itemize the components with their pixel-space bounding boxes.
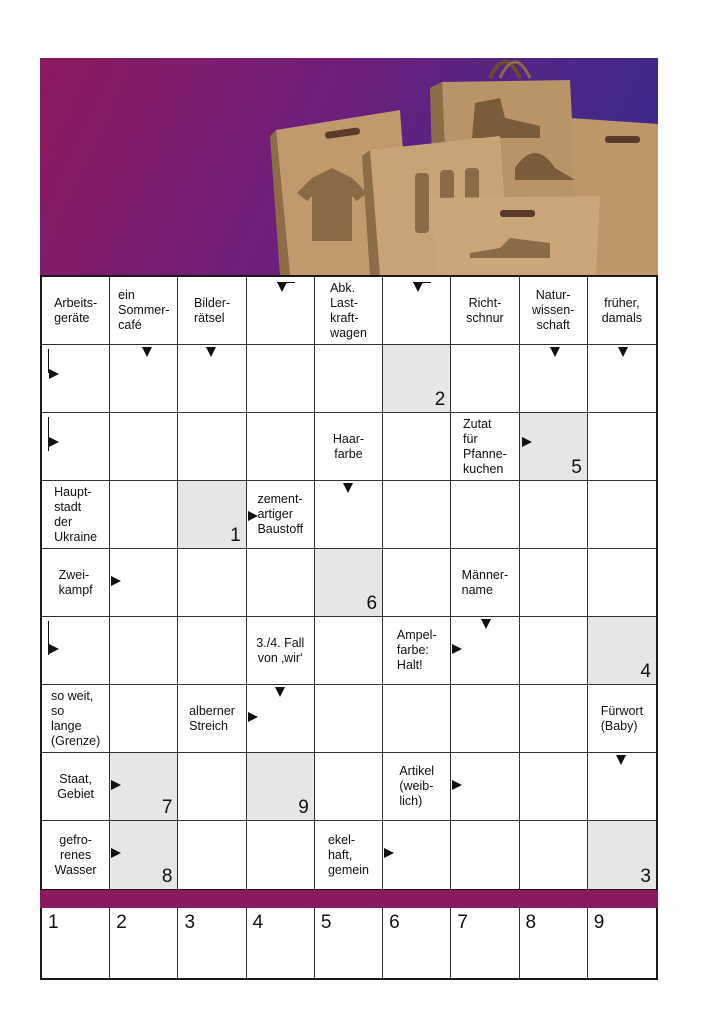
clue-text: so weit, so lange (Grenze) xyxy=(50,688,101,748)
clue-text: alberner Streich xyxy=(189,703,235,733)
solution-cell-number: 2 xyxy=(116,912,127,933)
arrow-right-icon xyxy=(384,848,394,858)
clue-text: Abk. Last- kraft- wagen xyxy=(330,280,367,340)
answer-cell[interactable] xyxy=(451,821,519,889)
solution-index: 6 xyxy=(366,593,378,614)
solution-cell-number: 4 xyxy=(252,912,264,933)
answer-cell[interactable] xyxy=(178,617,246,685)
clue-text: früher, damals xyxy=(601,295,643,325)
answer-cell[interactable] xyxy=(178,549,246,617)
solution-index: 4 xyxy=(640,661,651,682)
clue-text: zement- artiger Baustoff xyxy=(257,492,304,536)
arrow-down-icon xyxy=(206,347,216,357)
answer-cell[interactable] xyxy=(520,685,588,753)
answer-cell[interactable] xyxy=(383,549,451,617)
clue-cell xyxy=(42,753,110,821)
solution-cell-number: 6 xyxy=(389,912,400,933)
solution-row xyxy=(40,908,658,980)
clue-cell xyxy=(42,821,110,889)
arrow-right-icon xyxy=(49,369,59,379)
answer-cell[interactable] xyxy=(315,753,383,821)
solution-divider xyxy=(40,890,658,908)
clue-cell xyxy=(588,277,656,345)
arrow-down-icon xyxy=(275,687,285,697)
answer-cell[interactable] xyxy=(451,685,519,753)
solution-letter-cell[interactable] xyxy=(247,753,315,821)
solution-letter-cell[interactable] xyxy=(315,549,383,617)
answer-cell[interactable] xyxy=(520,753,588,821)
arrow-right-icon xyxy=(49,644,59,654)
arrow-down-icon xyxy=(343,483,353,493)
shopping-bags-illustration xyxy=(40,58,658,276)
answer-cell[interactable] xyxy=(110,413,178,481)
clue-text: Ampel- farbe: Halt! xyxy=(396,628,437,672)
arrow-right-icon xyxy=(452,644,462,654)
solution-cell-number: 8 xyxy=(525,912,537,933)
solution-index: 3 xyxy=(640,866,651,887)
answer-cell[interactable] xyxy=(383,413,451,481)
solution-index: 2 xyxy=(434,389,446,410)
solution-cell[interactable] xyxy=(315,908,383,978)
clue-cell xyxy=(383,617,451,685)
clue-cell xyxy=(520,277,588,345)
solution-letter-cell[interactable] xyxy=(520,413,588,481)
answer-cell[interactable] xyxy=(315,345,383,413)
solution-index: 5 xyxy=(571,457,582,478)
solution-letter-cell[interactable] xyxy=(588,821,656,889)
answer-cell[interactable] xyxy=(178,821,246,889)
clue-text: Richt- schnur xyxy=(466,295,504,325)
solution-index: 8 xyxy=(161,866,173,887)
arrow-right-icon xyxy=(452,780,462,790)
clue-text: Fürwort (Baby) xyxy=(600,703,644,733)
answer-cell[interactable] xyxy=(383,685,451,753)
solution-cell[interactable] xyxy=(588,908,656,978)
clue-cell xyxy=(383,753,451,821)
arrow-down-icon xyxy=(413,282,423,292)
arrow-down-icon xyxy=(618,347,628,357)
answer-cell[interactable] xyxy=(110,685,178,753)
clue-cell xyxy=(42,481,110,549)
clue-cell xyxy=(178,277,246,345)
crossword-grid xyxy=(40,275,658,891)
clue-text: gefro- renes Wasser xyxy=(54,832,97,877)
clue-cell xyxy=(110,277,178,345)
clue-cell xyxy=(42,549,110,617)
answer-cell[interactable] xyxy=(588,481,656,549)
answer-cell[interactable] xyxy=(451,345,519,413)
clue-text: Zutat für Pfanne- kuchen xyxy=(463,416,507,476)
answer-cell[interactable] xyxy=(520,821,588,889)
answer-cell[interactable] xyxy=(383,481,451,549)
clue-cell xyxy=(315,277,383,345)
solution-cell[interactable] xyxy=(110,908,178,978)
clue-text: Staat, Gebiet xyxy=(57,771,95,801)
clue-text: Bilder- rätsel xyxy=(193,295,231,325)
clue-text: Artikel (weib- lich) xyxy=(399,764,435,808)
solution-cell-number: 1 xyxy=(48,912,59,933)
clue-cell xyxy=(247,617,315,685)
clue-cell xyxy=(42,277,110,345)
solution-cell[interactable] xyxy=(383,908,451,978)
clue-cell xyxy=(42,685,110,753)
arrow-right-icon xyxy=(111,848,121,858)
answer-cell[interactable] xyxy=(178,753,246,821)
arrow-down-icon xyxy=(550,347,560,357)
arrow-right-icon xyxy=(111,576,121,586)
answer-cell[interactable] xyxy=(451,481,519,549)
arrow-down-icon xyxy=(277,282,287,292)
solution-letter-cell[interactable] xyxy=(588,617,656,685)
answer-cell[interactable] xyxy=(42,413,110,481)
arrow-right-icon xyxy=(522,437,532,447)
clue-text: ekel- haft, gemein xyxy=(327,832,369,877)
answer-cell[interactable] xyxy=(588,413,656,481)
puzzle-banner xyxy=(40,58,658,276)
answer-cell[interactable] xyxy=(178,413,246,481)
clue-text: Haupt- stadt der Ukraine xyxy=(54,484,98,544)
clue-cell xyxy=(315,413,383,481)
answer-cell[interactable] xyxy=(520,617,588,685)
clue-cell xyxy=(315,821,383,889)
solution-cell-number: 9 xyxy=(593,912,605,933)
clue-text: ein Sommer- café xyxy=(118,288,170,332)
clue-cell xyxy=(451,549,519,617)
solution-cell[interactable] xyxy=(42,908,110,978)
answer-cell[interactable] xyxy=(247,413,315,481)
clue-text: 3./4. Fall von ‚wir‘ xyxy=(256,635,305,665)
shopping-bag-icon xyxy=(430,196,600,276)
clue-cell xyxy=(451,413,519,481)
answer-cell[interactable] xyxy=(588,549,656,617)
solution-cell-number: 7 xyxy=(457,912,468,933)
clue-cell xyxy=(588,685,656,753)
answer-cell[interactable] xyxy=(110,481,178,549)
answer-cell[interactable] xyxy=(315,617,383,685)
solution-letter-cell[interactable] xyxy=(178,481,246,549)
solution-cell[interactable] xyxy=(451,908,519,978)
arrow-right-icon xyxy=(248,712,258,722)
solution-cell[interactable] xyxy=(178,908,246,978)
clue-text: Arbeits- geräte xyxy=(54,295,98,325)
answer-cell[interactable] xyxy=(42,345,110,413)
clue-text: Natur- wissen- schaft xyxy=(531,288,575,332)
clue-cell xyxy=(451,277,519,345)
clue-text: Zwei- kampf xyxy=(58,567,93,597)
solution-cell-number: 3 xyxy=(184,912,196,933)
answer-cell[interactable] xyxy=(520,549,588,617)
solution-index: 9 xyxy=(298,797,309,818)
solution-cell[interactable] xyxy=(247,908,315,978)
solution-index: 7 xyxy=(161,797,173,818)
answer-cell[interactable] xyxy=(520,481,588,549)
clue-cell xyxy=(178,685,246,753)
solution-cell[interactable] xyxy=(520,908,588,978)
arrow-right-icon xyxy=(49,437,59,447)
answer-cell[interactable] xyxy=(247,821,315,889)
arrow-down-icon xyxy=(481,619,491,629)
arrow-down-icon xyxy=(142,347,152,357)
answer-cell[interactable] xyxy=(247,345,315,413)
clue-text: Haar- farbe xyxy=(332,431,365,461)
solution-index: 1 xyxy=(230,525,241,546)
solution-letter-cell[interactable] xyxy=(383,345,451,413)
arrow-right-icon xyxy=(248,511,258,521)
answer-cell[interactable] xyxy=(110,617,178,685)
arrow-down-icon xyxy=(616,755,626,765)
answer-cell[interactable] xyxy=(315,685,383,753)
clue-text: Männer- name xyxy=(461,567,509,597)
answer-cell[interactable] xyxy=(247,549,315,617)
solution-cell-number: 5 xyxy=(320,912,332,933)
arrow-right-icon xyxy=(111,780,121,790)
